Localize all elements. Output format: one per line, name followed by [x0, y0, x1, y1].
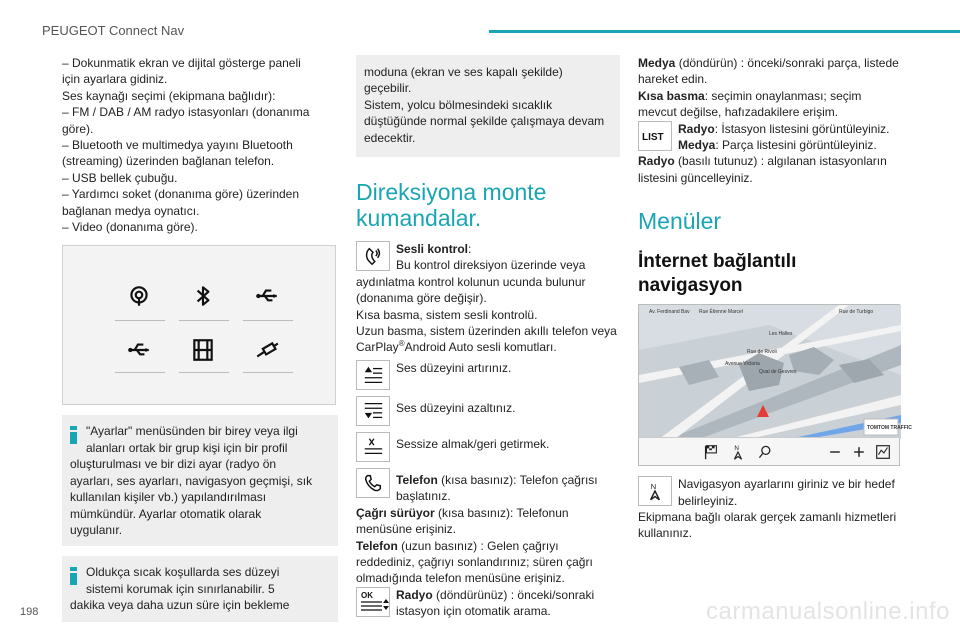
text-fragment: CarPlay [356, 340, 399, 355]
text-fragment: (kısa basınız): Telefon çağrısı [437, 472, 598, 487]
flag-icon[interactable] [701, 442, 721, 462]
heading-line: Direksiyona monte [356, 179, 547, 206]
page-number: 198 [20, 606, 39, 618]
text-line: oluşturulması ve bir dizi ayar (radyo ön [70, 457, 277, 472]
svg-text:N: N [650, 482, 657, 492]
text-fragment: (döndürün) : önceki/sonraki parça, listede [675, 56, 899, 70]
voice-control-entry [356, 241, 620, 274]
map-view-icon[interactable] [873, 442, 893, 462]
text-line: için ayarlara gidiniz. [62, 72, 168, 87]
phone-icon [356, 468, 390, 498]
compass-north-icon[interactable] [728, 442, 748, 462]
phone-description [356, 505, 620, 587]
text-line: – Dokunmatik ekran ve dijital gösterge paneli [62, 56, 301, 70]
text-line: istasyon için otomatik arama. [396, 604, 551, 619]
divider [179, 372, 229, 373]
divider [243, 320, 293, 321]
header-title: PEUGEOT Connect Nav [42, 23, 185, 38]
text-fragment: (kısa basınız): Telefonun [434, 505, 569, 520]
heading-line: İnternet bağlantılı [638, 251, 797, 273]
text-bold: Kısa basma [638, 88, 705, 103]
phone-entry [356, 468, 620, 505]
text-line: aydınlatma kontrol kolunun ucunda bulunur [356, 274, 586, 289]
text-line: Ses düzeyini azaltınız. [396, 400, 516, 415]
map-label: Avenue Victoria [725, 361, 760, 368]
text-line: (donanıma göre değişir). [356, 291, 487, 306]
text-fragment: (uzun basınız) : Gelen çağrıyı [397, 538, 559, 553]
text-line: – Video (donanıma göre). [62, 220, 198, 235]
map-label: Av. Ferdinand Bav [649, 309, 690, 316]
text-line: edecektir. [364, 130, 416, 145]
divider [115, 372, 165, 373]
mute-entry [356, 432, 620, 466]
watermark: carmanualsonline.info [706, 598, 950, 625]
tomtom-traffic-badge: TOMTOM TRAFFIC [867, 425, 912, 432]
section-heading [356, 179, 620, 231]
nav-heading [638, 250, 900, 298]
text-line: hareket edin. [638, 72, 708, 87]
bluetooth-icon [183, 282, 223, 310]
text-line: – USB bellek çubuğu. [62, 170, 178, 185]
text-fragment: : seçimin onaylanması; seçim [704, 88, 862, 103]
volume-down-entry [356, 396, 620, 430]
usb-icon [247, 282, 287, 310]
text-line: ayarları, ses ayarları, navigasyon geçmişi, sık [70, 473, 313, 488]
menus-heading: Menüler [638, 208, 722, 235]
text-line: mevcut değilse, hafızadakilere erişim. [638, 105, 839, 120]
text-line: menüsüne erişiniz. [356, 522, 457, 537]
text-line: Kısa basma, sistem sesli kontrolü. [356, 307, 538, 322]
map-label: Les Halles [769, 331, 793, 338]
text-line: listesini güncelleyiniz. [638, 170, 753, 185]
map-label: Quai de Gesvres [759, 369, 797, 376]
text-fragment: ® [398, 339, 405, 349]
text-line: Sistem, yolcu bölmesindeki sıcaklık [364, 97, 553, 112]
info-note [62, 415, 338, 546]
text-fragment: : Parça listesini görüntüleyiniz. [715, 138, 877, 153]
info-icon [70, 426, 77, 444]
volume-up-icon [356, 360, 390, 390]
search-icon[interactable] [755, 442, 775, 462]
text-line: Ses düzeyini artırınız. [396, 360, 512, 375]
text-line: kullanılan kişiler vb.) yapılandırılması [70, 490, 267, 505]
text-line: dakika veya daha uzun süre için bekleme [70, 598, 290, 613]
zoom-in-icon[interactable] [849, 442, 869, 462]
text-line: olmadığında telefon menüsüne erişiniz. [356, 571, 565, 586]
heading-line: navigasyon [638, 275, 743, 297]
header-accent-bar [489, 30, 960, 33]
nav-services-description [638, 509, 900, 542]
text-line: Sessize almak/geri getirmek. [396, 436, 550, 451]
usb-icon [119, 336, 159, 364]
text-line: uygulanır. [70, 522, 123, 537]
svg-text:N: N [734, 445, 739, 453]
list-button-icon [638, 121, 672, 151]
text-line: mümkündür. Ayarlar otomatik olarak [70, 506, 262, 521]
mute-icon [356, 432, 390, 462]
divider [115, 320, 165, 321]
text-bold: Telefon [356, 538, 398, 553]
text-line: bağlanan medya oynatıcı. [62, 203, 200, 218]
map-toolbar [639, 437, 899, 465]
text-line: Bu kontrol direksiyon üzerinde veya [396, 258, 586, 273]
text-line: göre). [62, 121, 94, 136]
column-2 [356, 55, 620, 620]
ok-wheel-icon [356, 587, 390, 617]
text-line: belirleyiniz. [678, 493, 738, 508]
list-entry [638, 121, 900, 154]
column-3 [638, 55, 912, 542]
info-icon [70, 567, 77, 585]
text-fragment: (döndürünüz) : önceki/sonraki [432, 587, 595, 602]
list-label: LIST [642, 131, 664, 143]
divider [179, 320, 229, 321]
text-line: – FM / DAB / AM radyo istasyonları (donanıma [62, 105, 310, 120]
info-note [62, 556, 338, 621]
audio-source-illustration [62, 245, 336, 405]
text-line: düştüğünde normal şekilde çalışmaya devam [364, 114, 605, 129]
map-view [639, 305, 912, 439]
text-bold: Telefon [396, 472, 438, 487]
text-fragment: : İstasyon listesini görüntüleyiniz. [714, 121, 890, 136]
zoom-out-icon[interactable] [825, 442, 845, 462]
text-fragment: : [468, 242, 472, 257]
text-line: sistemi korumak için sınırlanabilir. 5 [86, 581, 275, 596]
text-bold: Radyo [396, 587, 433, 602]
navigation-map-screenshot [638, 304, 912, 466]
heading-line: kumandalar. [356, 205, 482, 232]
text-fragment: Android Auto sesli komutları. [404, 340, 557, 355]
voice-title: Sesli kontrol [396, 242, 469, 257]
voice-control-description [356, 274, 620, 356]
aux-icon [247, 336, 287, 364]
text-line: Navigasyon ayarlarını giriniz ve bir hedef [678, 477, 895, 492]
text-line: Oldukça sıcak koşullarda ses düzeyi [86, 565, 280, 580]
text-line: (streaming) üzerinden bağlanan telefon. [62, 154, 275, 169]
text-line: Ses kaynağı seçimi (ekipmana bağlıdır): [62, 88, 276, 103]
text-bold: Radyo [638, 154, 675, 169]
text-line: – Bluetooth ve multimedya yayını Bluetooth [62, 138, 293, 153]
ok-label: OK [361, 590, 373, 600]
volume-down-icon [356, 396, 390, 426]
radio-hold-description [638, 153, 900, 186]
text-bold: Medya [638, 56, 676, 70]
nav-settings-entry [638, 476, 900, 509]
text-line: alanları ortak bir grup kişi için bir profil [86, 440, 288, 455]
map-label: Rue de Rivoli [747, 349, 777, 356]
divider [243, 372, 293, 373]
column-1 [62, 55, 338, 622]
ok-entry [356, 587, 620, 620]
compass-north-icon [638, 476, 672, 506]
text-line: kullanınız. [638, 526, 693, 541]
text-bold: Radyo [678, 121, 715, 136]
radio-icon [119, 282, 159, 310]
text-line: moduna (ekran ve ses kapalı şekilde) [364, 65, 563, 79]
info-note-continued [356, 55, 620, 157]
text-line: – Yardımcı soket (donanıma göre) üzerinden [62, 187, 300, 202]
voice-control-icon [356, 241, 390, 271]
text-line: reddediniz, çağrıyı sonlandırınız; süren çağrı [356, 554, 593, 569]
text-bold: Medya [678, 138, 716, 153]
video-icon [183, 336, 223, 364]
text-line: Ekipmana bağlı olarak gerçek zamanlı hizmetleri [638, 510, 897, 525]
volume-up-entry [356, 360, 620, 394]
intro-text [62, 55, 338, 235]
text-bold: Çağrı sürüyor [356, 505, 435, 520]
text-line: başlatınız. [396, 489, 451, 504]
map-label: Rue Étienne Marcel [699, 309, 743, 316]
text-line: geçebilir. [364, 81, 412, 96]
text-line: "Ayarlar" menüsünden bir birey veya ilgi [86, 424, 298, 439]
text-line: Uzun basma, sistem üzerinden akıllı telefon veya [356, 324, 617, 339]
map-label: Rue de Turbigo [839, 309, 874, 316]
text-fragment: (basılı tutunuz) : algılanan istasyonların [674, 154, 887, 169]
media-description [638, 55, 900, 121]
